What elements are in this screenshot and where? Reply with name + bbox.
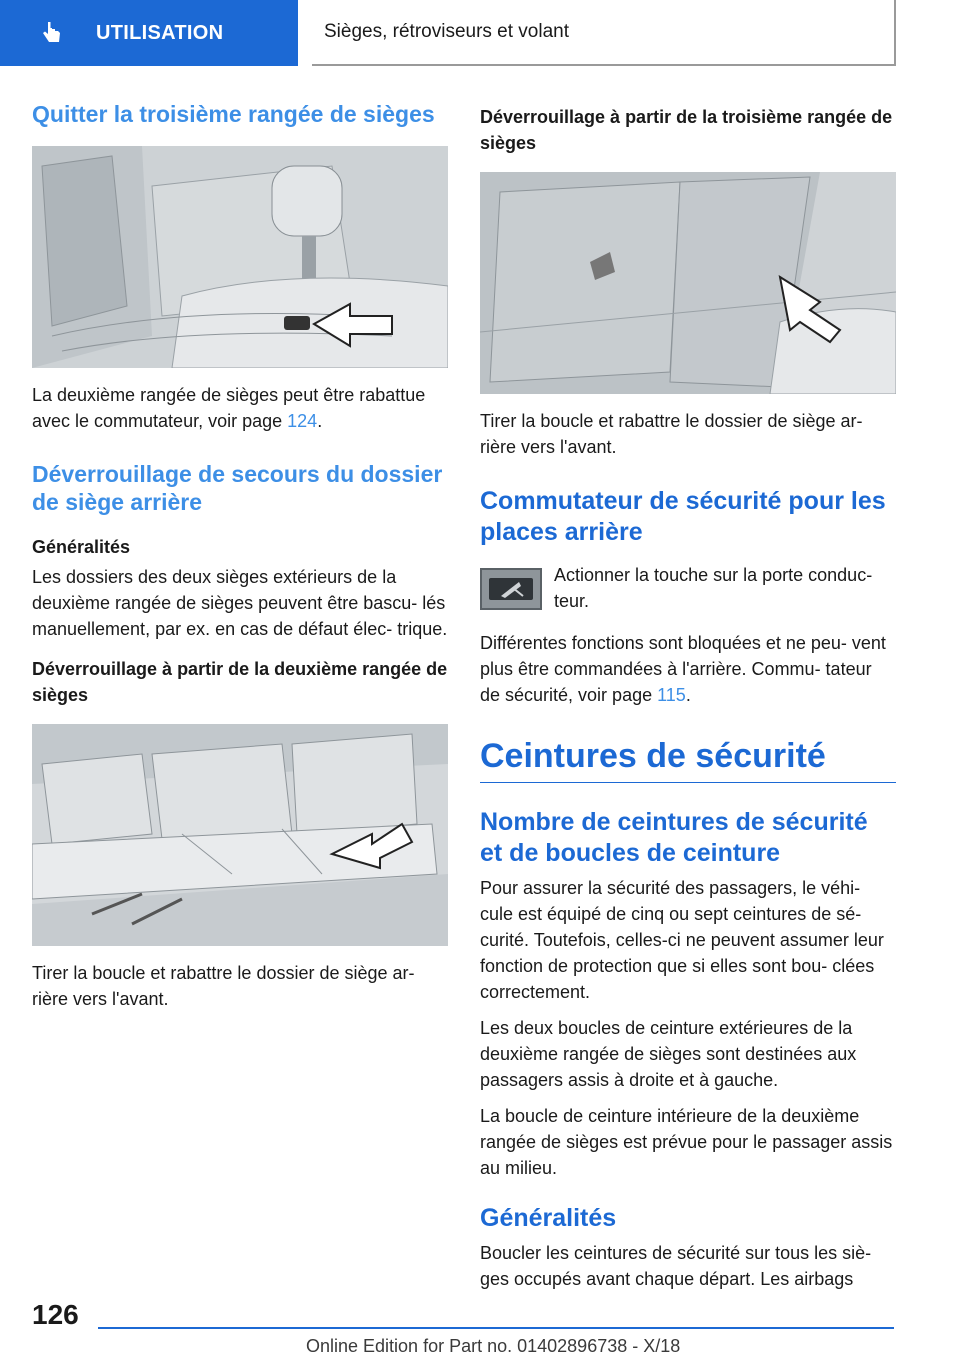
footer-edition: Online Edition for Part no. 01402896738 - X/18 — [306, 1336, 681, 1356]
figure-second-row-unlock — [32, 724, 448, 946]
subheading-deuxieme-rangee: Déverrouillage à partir de la deuxième rangée de sièges — [32, 659, 448, 705]
heading-nombre-ceintures: Nombre de ceintures de sécurité et de boucles de ceinture — [480, 808, 868, 867]
subheading-generalites: Généralités — [32, 537, 131, 557]
heading-deverrouillage-secours: Déverrouillage de secours du dossier de siège arrière — [32, 461, 443, 515]
figure-third-row-unlock — [480, 172, 896, 394]
footer-divider — [98, 1327, 894, 1329]
paragraph-actionner: Actionner la touche sur la porte conduc- teur. — [554, 565, 873, 611]
paragraph-generalites: Les dossiers des deux sièges extérieurs de la deuxième rangée de sièges peuvent être bascu- lés manuellement, par ex. en cas de défaut élec- trique. — [32, 567, 448, 639]
page-link-115[interactable]: 115 — [657, 685, 686, 705]
paragraph-quitter-end: . — [317, 411, 323, 431]
paragraph-differentes — [480, 630, 896, 708]
figure-illustration — [32, 146, 448, 368]
child-lock-button-icon — [480, 568, 542, 610]
page-number: 126 — [32, 1299, 79, 1330]
heading-generalites: Généralités — [480, 1204, 617, 1232]
window-lock-icon — [487, 574, 535, 604]
subheading-troisieme-rangee: Déverrouillage à partir de la troisième rangée de sièges — [480, 107, 893, 153]
paragraph-tirer-troisieme: Tirer la boucle et rabattre le dossier de siège ar- rière vers l'avant. — [480, 411, 863, 457]
commutateur-instruction — [480, 562, 896, 614]
hand-touch-icon — [38, 19, 66, 47]
right-column — [480, 100, 896, 1292]
chapter-header — [312, 0, 896, 66]
heading-commutateur: Commutateur de sécurité pour les places arrière — [480, 487, 886, 546]
paragraph-tirer-deuxieme: Tirer la boucle et rabattre le dossier de siège ar- rière vers l'avant. — [32, 963, 415, 1009]
paragraph-nombre-3: La boucle de ceinture intérieure de la deuxième rangée de sièges est prévue pour le passager assis au milieu. — [480, 1106, 893, 1178]
section-tab-label: UTILISATION — [96, 21, 224, 44]
figure-illustration — [480, 172, 896, 394]
paragraph-differentes-text: Différentes fonctions sont bloquées et ne peu- vent plus être commandées à l'arrière. Commu- tateur de sécurité, voir page — [480, 633, 886, 705]
paragraph-quitter-text: La deuxième rangée de sièges peut être rabattue avec le commutateur, voir page — [32, 385, 426, 431]
chapter-title: Sièges, rétroviseurs et volant — [324, 21, 570, 42]
page-link-124[interactable]: 124 — [287, 411, 318, 431]
paragraph-quitter — [32, 382, 450, 434]
paragraph-differentes-end: . — [685, 685, 691, 705]
paragraph-generalites-ceintures: Boucler les ceintures de sécurité sur tous les siè- ges occupés avant chaque départ. Les airbags — [480, 1243, 872, 1289]
heading-quitter: Quitter la troisième rangée de sièges — [32, 101, 435, 127]
paragraph-nombre-2: Les deux boucles de ceinture extérieures de la deuxième rangée de sièges sont destinées aux passagers assis à droite et à gauche. — [480, 1018, 857, 1090]
section-tab[interactable] — [0, 0, 298, 66]
figure-illustration — [32, 724, 448, 946]
left-column — [32, 100, 450, 1012]
paragraph-nombre-1: Pour assurer la sécurité des passagers, le véhi- cule est équipé de cinq ou sept ceintures de sé- curité. Toutefois, celles-ci ne peuvent assumer leur fonction de protection que si elles sont bou- clées correctement. — [480, 878, 884, 1002]
figure-third-row-exit — [32, 146, 448, 368]
heading-ceintures: Ceintures de sécurité — [480, 736, 896, 783]
